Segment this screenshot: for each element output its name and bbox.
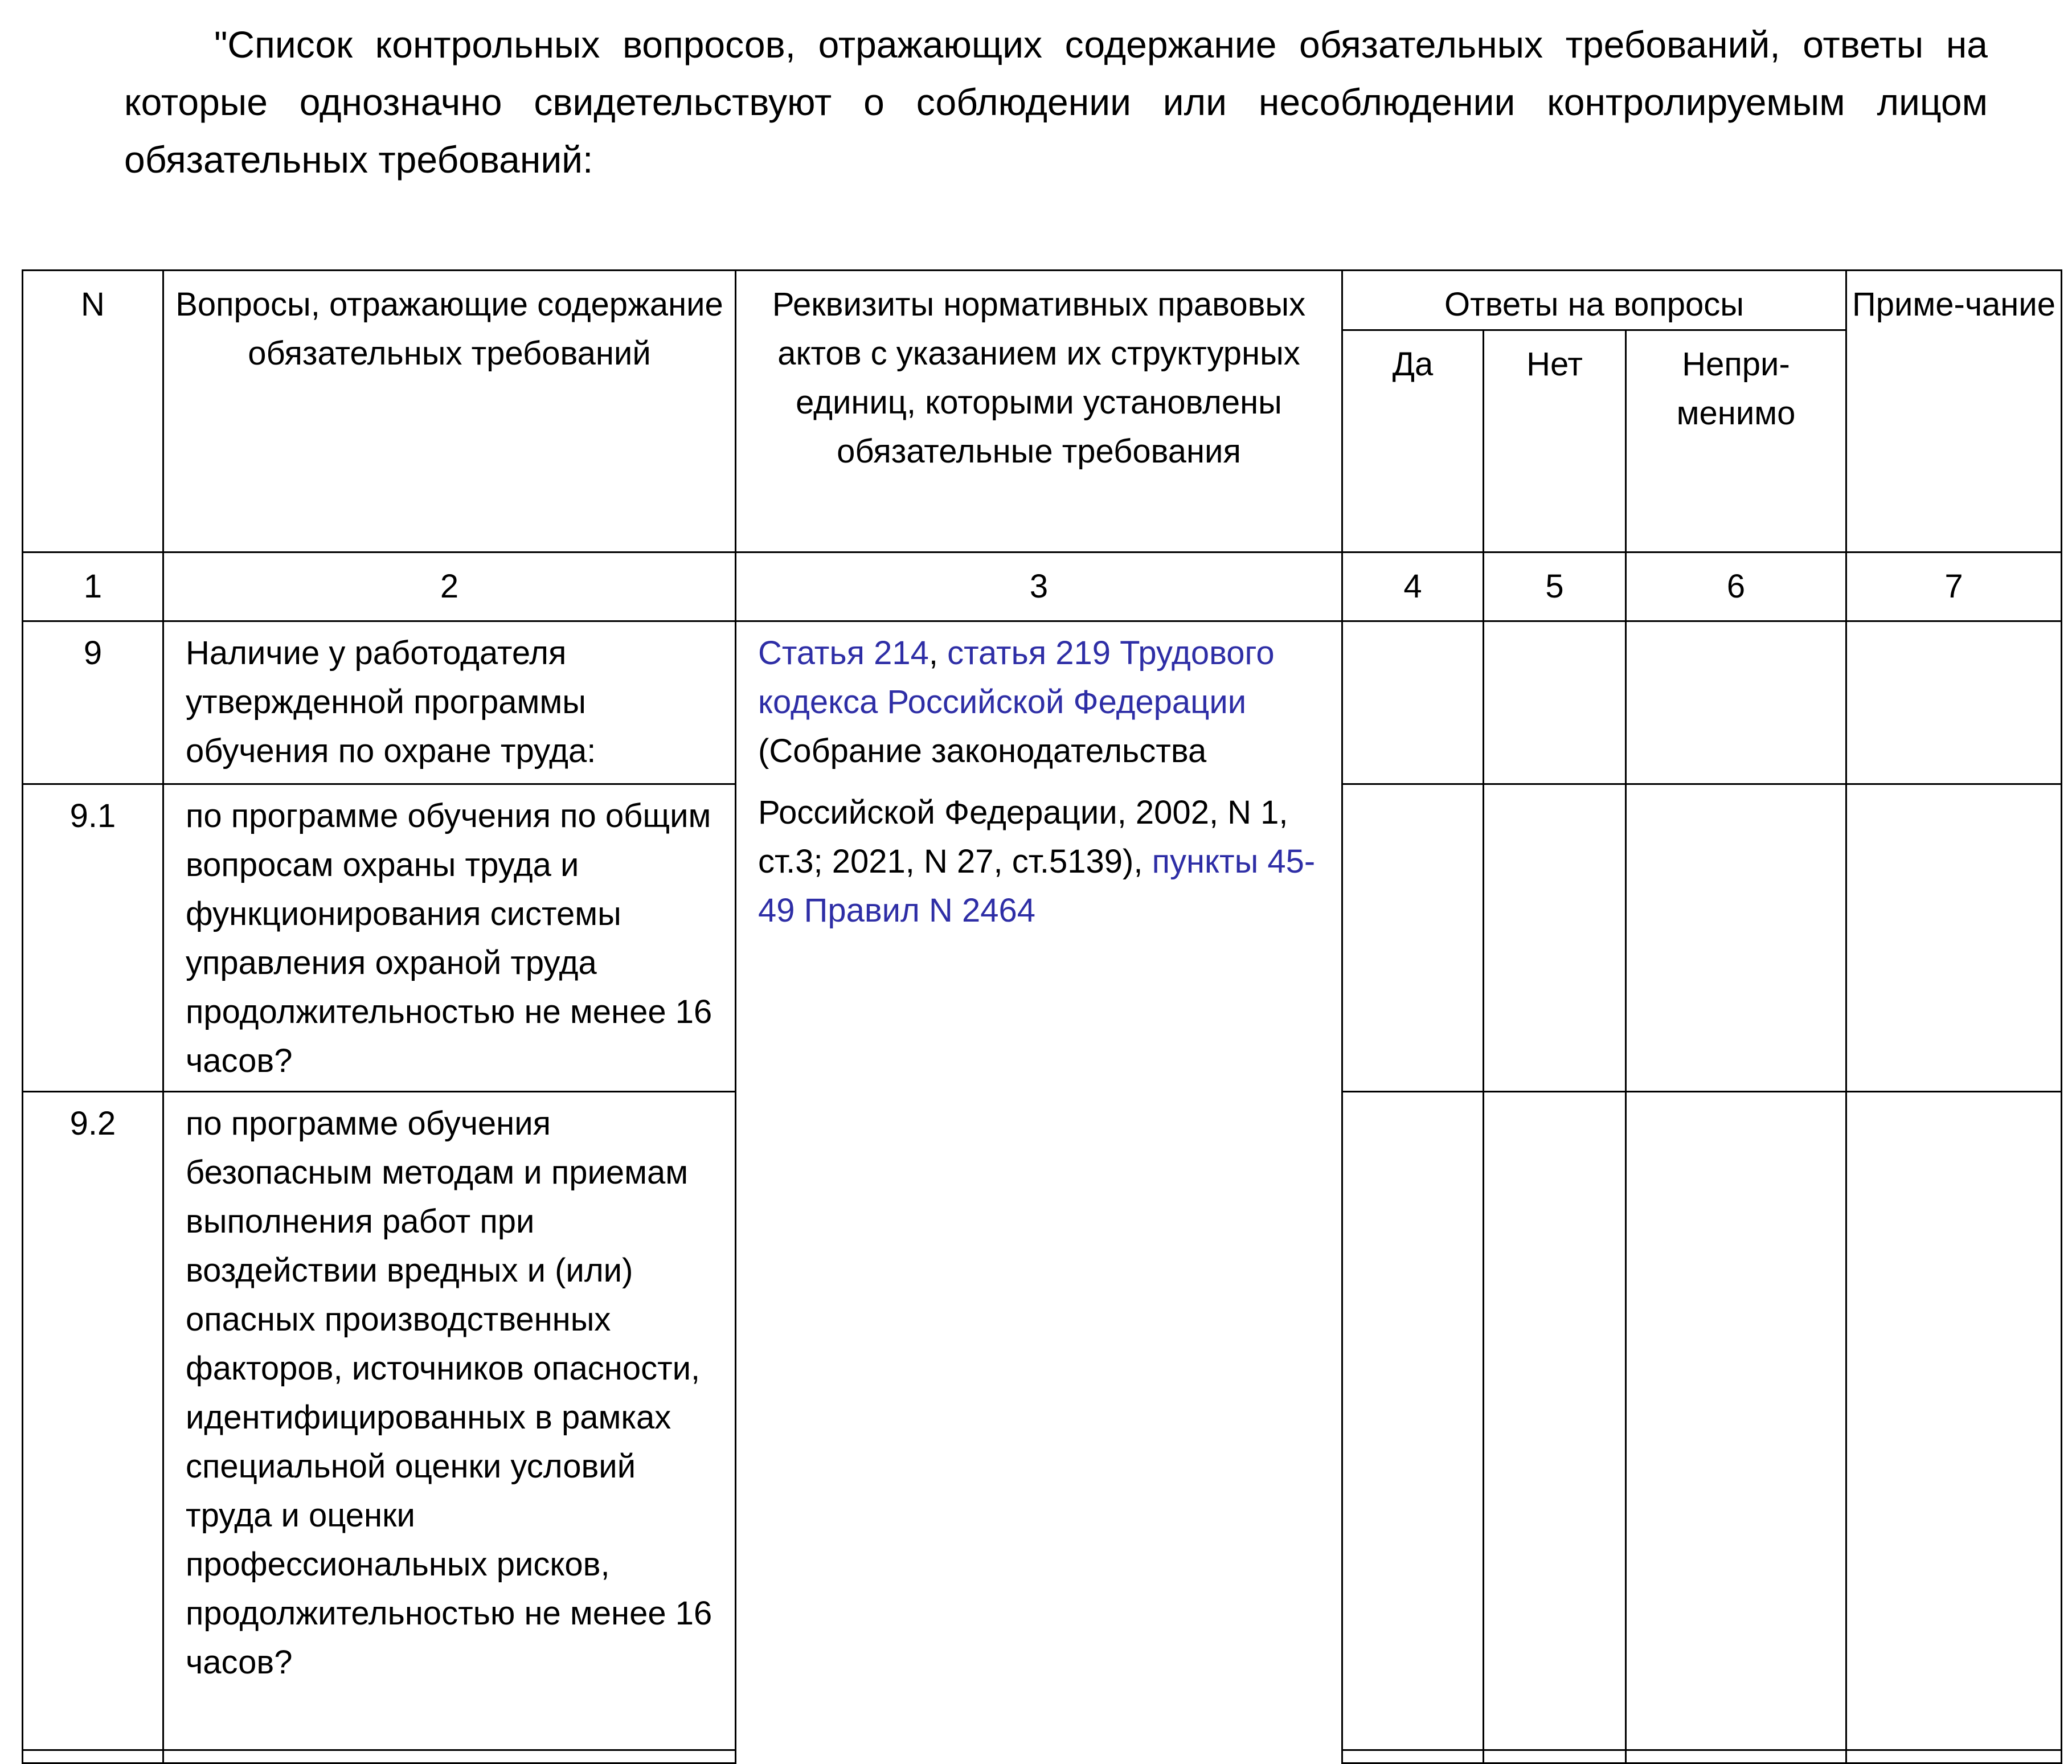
requisites-cell (736, 621, 1342, 1763)
answer-no-cell[interactable] (1484, 1750, 1626, 1763)
column-numbers-row (23, 552, 2062, 621)
column-number: 5 (1484, 552, 1626, 621)
requisites-gap (758, 776, 1336, 788)
answer-na-cell[interactable] (1626, 621, 1846, 784)
column-number: 1 (23, 552, 163, 621)
column-number: 4 (1342, 552, 1484, 621)
checklist-table (22, 269, 2062, 1764)
row-number: 9.1 (23, 784, 163, 1092)
rules-2464-link[interactable]: пункты 45-49 Правил N 2464 (758, 843, 1316, 929)
answer-no-cell[interactable] (1484, 1092, 1626, 1750)
header-requisites: Реквизиты нормативных правовых актов с указанием их структурных единиц, которыми установлены обязательные требования (736, 271, 1342, 552)
row-question: по программе обучения по общим вопросам охраны труда и функционирования системы управления охраной труда продолжительностью не менее 16 часов? (163, 784, 736, 1092)
column-number: 6 (1626, 552, 1846, 621)
answer-na-cell[interactable] (1626, 784, 1846, 1092)
row-number: 9.2 (23, 1092, 163, 1750)
header-yes: Да (1342, 330, 1484, 552)
article-214-link[interactable]: Статья 214 (758, 635, 929, 672)
header-note: Приме-чание (1846, 271, 2062, 552)
column-number: 7 (1846, 552, 2062, 621)
note-cell[interactable] (1846, 784, 2062, 1092)
row-question: по программе обучения безопасным методам и приемам выполнения работ при воздействии вредных и (или) опасных производственных факторов, источников опасности, идентифицированных в рамках специальной оценки условий труда и оценки профессиональных рисков, продолжительностью не менее 16 часов? (163, 1092, 736, 1750)
header-no: Нет (1484, 330, 1626, 552)
requisites-source: (Собрание законодательства (758, 732, 1207, 770)
answer-yes-cell[interactable] (1342, 1092, 1484, 1750)
answer-no-cell[interactable] (1484, 784, 1626, 1092)
note-cell[interactable] (1846, 621, 2062, 784)
row-number: 9 (23, 621, 163, 784)
row-question-continued (163, 1750, 736, 1763)
requisites-source-cont: Российской Федерации, 2002, N 1, ст.3; 2021, N 27, ст.5139), (758, 794, 1288, 880)
column-number: 3 (736, 552, 1342, 621)
answer-yes-cell[interactable] (1342, 784, 1484, 1092)
answer-no-cell[interactable] (1484, 621, 1626, 784)
answer-yes-cell[interactable] (1342, 621, 1484, 784)
header-row-top (23, 271, 2062, 330)
header-n: N (23, 271, 163, 552)
column-number: 2 (163, 552, 736, 621)
note-cell[interactable] (1846, 1750, 2062, 1763)
table-row (23, 621, 2062, 784)
answer-na-cell[interactable] (1626, 1750, 1846, 1763)
requisites-separator: , (928, 635, 948, 672)
header-questions: Вопросы, отражающие содержание обязательных требований (163, 271, 736, 552)
answer-yes-cell[interactable] (1342, 1750, 1484, 1763)
row-number-continued (23, 1750, 163, 1763)
answer-na-cell[interactable] (1626, 1092, 1846, 1750)
header-answers: Ответы на вопросы (1342, 271, 1846, 330)
checklist-intro: "Список контрольных вопросов, отражающих содержание обязательных требований, ответы на которые однозначно свидетельствуют о соблюдении или несоблюдении контролируемым лицом обязательных требований: (124, 23, 1988, 181)
article-219-link[interactable]: статья 219 Трудового кодекса Российской Федерации (758, 635, 1275, 721)
row-question: Наличие у работодателя утвержденной программы обучения по охране труда: (163, 621, 736, 784)
header-not-applicable: Непри-менимо (1626, 330, 1846, 552)
note-cell[interactable] (1846, 1092, 2062, 1750)
